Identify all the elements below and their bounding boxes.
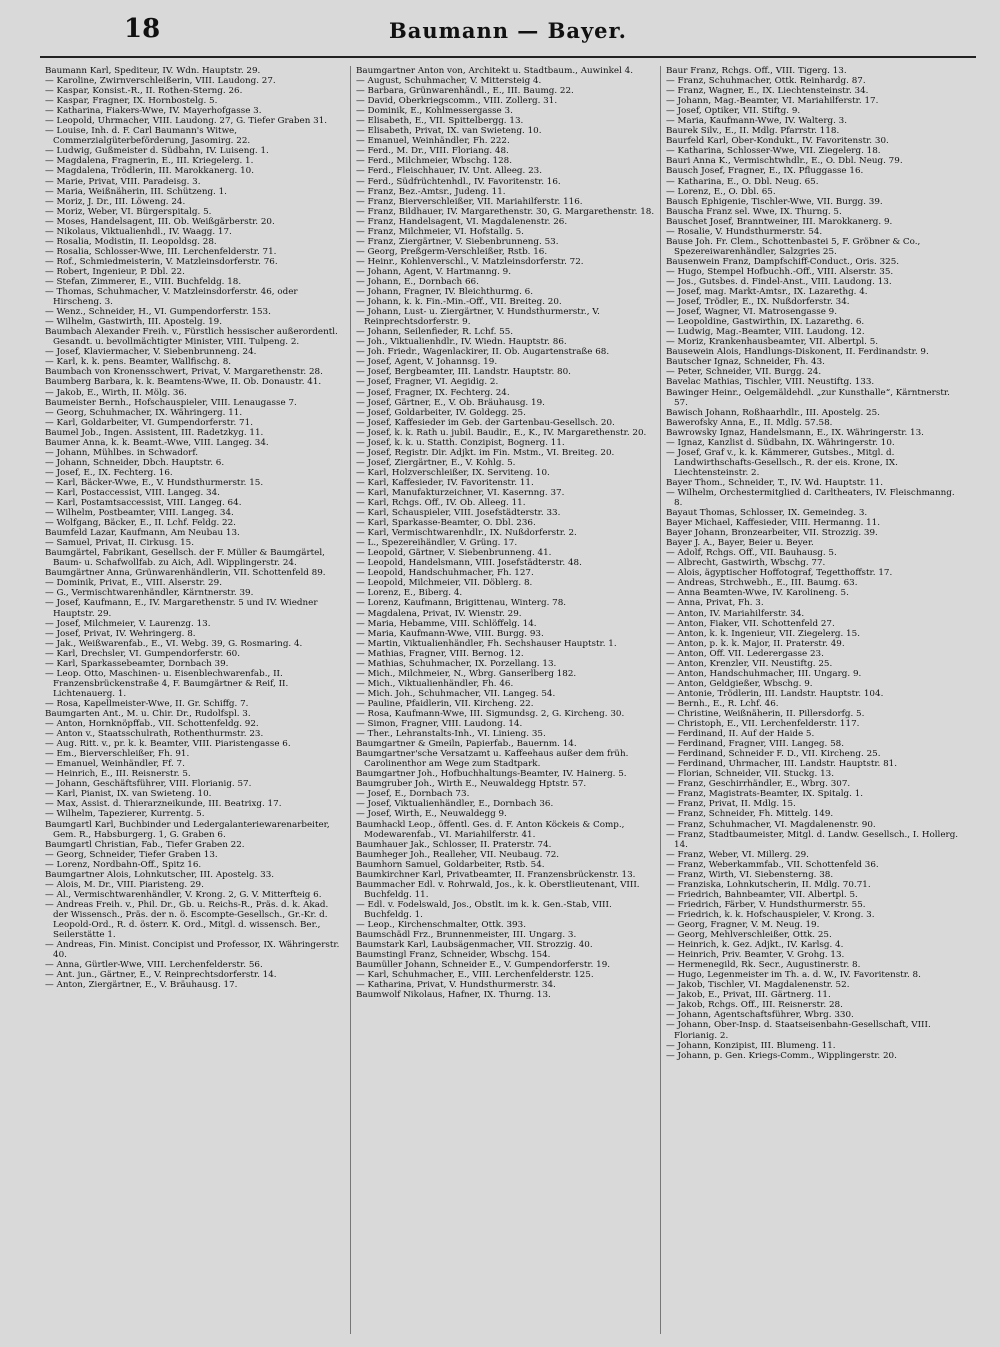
directory-entry: — Karl, Holzverschleißer, IX. Serviteng. 10. bbox=[356, 467, 550, 478]
directory-entry: Baumhackl Leop., öffentl. Ges. d. F. Anton Köckeis & Comp., Modewarenfab., VI. Mariahilferstr. 41. bbox=[356, 819, 625, 840]
directory-entry: — Josef, Graf v., k. k. Kämmerer, Gutsbes., Mitgl. d. Landwirthschafts-Gesellsch., R. der eis. Krone, IX. Liechtensteinstr. 2. bbox=[666, 447, 898, 478]
directory-entry: — Josef, Registr. Dir. Adjkt. im Fin. Mstm., VI. Breiteg. 20. bbox=[356, 447, 615, 458]
directory-entry: — Antonie, Trödlerin, III. Landstr. Hauptstr. 104. bbox=[666, 688, 884, 699]
directory-entry: — Josef, E., Dornbach 73. bbox=[356, 789, 470, 800]
directory-entry: — Friedrich, Färber, V. Hundsthurmerstr. 55. bbox=[666, 899, 866, 910]
directory-entry: — Maria, Hebamme, VIII. Schlöffelg. 14. bbox=[356, 618, 537, 629]
directory-entry: — Josef, Viktualienhändler, E., Dornbach 36. bbox=[356, 799, 554, 810]
directory-entry: — Anna, Privat, Fh. 3. bbox=[666, 598, 764, 609]
directory-entry: — Rosalia, Schlosser-Wwe, III. Lerchenfelderstr. 71. bbox=[45, 246, 277, 257]
directory-entry: — Jos., Gutsbes. d. Findel-Anst., VIII. Laudong. 13. bbox=[666, 276, 892, 287]
directory-entry: — Ther., Lehranstalts-Inh., VI. Linieng. 35. bbox=[356, 729, 546, 740]
directory-entry: Baumstark Karl, Laubsägenmacher, VII. Strozzig. 40. bbox=[356, 940, 593, 951]
directory-entry: — Karl, Goldarbeiter, VI. Gumpendorferstr. 71. bbox=[45, 417, 253, 428]
directory-entry: — Franz, Weber, VI. Millerg. 29. bbox=[666, 849, 809, 860]
directory-entry: — Heinr., Kohlenverschl., V. Matzleinsdorferstr. 72. bbox=[356, 256, 584, 267]
directory-entry: — Georg, Preßgerm-Verschleißer, Rstb. 16. bbox=[356, 246, 548, 257]
directory-entry: — Wilhelm, Orchestermitglied d. Carltheaters, IV. Fleischmanng. 8. bbox=[666, 487, 955, 509]
directory-entry: — Ferd., Milchmeier, Wbschg. 128. bbox=[356, 156, 513, 167]
directory-entry: — Johann, Schneider, Dbch. Hauptstr. 6. bbox=[45, 457, 225, 468]
directory-entry: — Joh. Friedr., Wagenlackirer, II. Ob. Augartenstraße 68. bbox=[356, 347, 610, 358]
directory-entry: Baummacher Edl. v. Rohrwald, Jos., k. k. Oberstlieutenant, VIII. Buchfeldg. 11. bbox=[356, 879, 640, 900]
directory-entry: — Franz, Weberkammfab., VII. Schottenfeld 36. bbox=[666, 859, 879, 870]
directory-entry: — Magdalena, Fragnerin, E., III. Kriegelerg. 1. bbox=[45, 156, 254, 167]
directory-entry: — Josef, Goldarbeiter, IV. Goldegg. 25. bbox=[356, 407, 526, 418]
directory-entry: — Moriz, Krankenhausbeamter, VII. Albertpl. 5. bbox=[666, 337, 879, 348]
directory-entry: — Anton, Krenzler, VII. Neustiftg. 25. bbox=[666, 658, 833, 669]
directory-entry: Baumel Job., Ingen. Assistent, III. Radetzkyg. 11. bbox=[45, 427, 264, 438]
directory-entry: — Anton v., Staatsschulrath, Rothenthurmstr. 23. bbox=[45, 729, 264, 740]
directory-entry: — Johann, E., Dornbach 66. bbox=[356, 276, 479, 287]
directory-entry: — Katharina, E., O. Dbl. Neug. 65. bbox=[666, 176, 819, 187]
directory-entry: — Johann, Agentschaftsführer, Wbrg. 330. bbox=[666, 1010, 854, 1021]
directory-entry: — Kaspar, Fragner, IX. Hornbostelg. 5. bbox=[45, 96, 218, 107]
directory-entry: — Rosalie, V. Hundsthurmerstr. 54. bbox=[666, 226, 823, 237]
directory-entry: — Jakob, Tischler, VI. Magdalenenstr. 52. bbox=[666, 980, 850, 991]
directory-entry: — Anton, k. k. Ingenieur, VII. Ziegelerg. 15. bbox=[666, 628, 860, 639]
directory-entry: — Karoline, Zwirnverschleißerin, VIII. Laudong. 27. bbox=[45, 76, 276, 87]
directory-entry: Baumgartl Karl, Buchbinder und Ledergalanteriewarenarbeiter, Gem. R., Habsburgerg. 1, G. Graben 6. bbox=[45, 819, 330, 840]
directory-entry: — Anton, Off. VII. Lederergasse 23. bbox=[666, 648, 824, 659]
directory-entry: — Karl, Kaffesieder, IV. Favoritenstr. 11. bbox=[356, 477, 534, 488]
directory-entry: — Heinrich, k. Gez. Adjkt., IV. Karlsg. 4. bbox=[666, 940, 844, 951]
directory-entry: Baurfeld Karl, Ober-Kondukt., IV. Favoritenstr. 30. bbox=[666, 136, 889, 147]
directory-entry: — Aug. Ritt. v., pr. k. k. Beamter, VIII. Piaristengasse 6. bbox=[45, 739, 291, 750]
directory-entry: Bausch Josef, Fragner, E., IX. Pfluggasse 16. bbox=[666, 166, 864, 177]
directory-entry: — Franz, Geschirrhändler, E., Wbrg. 307. bbox=[666, 779, 851, 790]
directory-entry: — Max, Assist. d. Thierarzneikunde, III. Beatrixg. 17. bbox=[45, 799, 282, 810]
directory-entry: — Franz, Stadtbaumeister, Mitgl. d. Landw. Gesellsch., I. Hollerg. 14. bbox=[666, 829, 959, 850]
directory-entry: — Josef, Gärtner, E., V. Ob. Bräuhausg. 19. bbox=[356, 397, 545, 408]
directory-entry: — Friedrich, Bahnbeamter, VII. Albertpl. 5. bbox=[666, 889, 858, 900]
directory-entry: — Barbara, Grünwarenhändl., E., III. Baumg. 22. bbox=[356, 86, 574, 97]
directory-entry: Baumfeld Lazar, Kaufmann, Am Neubau 13. bbox=[45, 528, 240, 539]
directory-entry: Bausenwein Franz, Dampfschiff-Conduct., Oris. 325. bbox=[666, 256, 900, 267]
directory-entry: — Ferdinand, Fragner, VIII. Langeg. 58. bbox=[666, 739, 844, 750]
directory-entry: — Ferdinand, II. Auf der Haide 5. bbox=[666, 729, 815, 740]
directory-entry: — Ferd., Fleischhauer, IV. Unt. Alleeg. 23. bbox=[356, 166, 543, 177]
directory-entry: Bautscher Ignaz, Schneider, Fh. 43. bbox=[666, 357, 825, 368]
directory-entry: — Robert, Ingenieur, P. Dbl. 22. bbox=[45, 266, 185, 277]
directory-entry: — Emanuel, Weinhändler, Fh. 222. bbox=[356, 136, 510, 147]
directory-entry: — Lorenz, E., Biberg. 4. bbox=[356, 588, 463, 599]
directory-entry: — Josef, Bergbeamter, III. Landstr. Hauptstr. 80. bbox=[356, 367, 571, 378]
directory-entry: — Magdalena, Trödlerin, III. Marokkanerg. 10. bbox=[45, 166, 255, 177]
directory-entry: — Samuel, Privat, II. Cirkusg. 15. bbox=[45, 538, 194, 549]
directory-entry: — Jakob, Rchgs. Off., III. Reisnerstr. 28. bbox=[666, 1000, 843, 1011]
directory-entry: Baumbach Alexander Freih. v., Fürstlich hessischer außerordentl. Gesandt. u. bevollmächtigter Minister, VIII. Tulpeng. 2. bbox=[45, 327, 338, 348]
directory-entry: Bause Joh. Fr. Clem., Schottenbastei 5, F. Gröbner & Co., Spezereiwarenhändler, Salzgries 25. bbox=[666, 236, 921, 257]
directory-entry: — Bernh., E., R. Lchf. 46. bbox=[666, 698, 779, 709]
directory-entry: — Josef, mag. Markt-Amtsr., IX. Lazarethg. 4. bbox=[666, 287, 868, 298]
directory-entry: — Peter, Schneider, VII. Burgg. 24. bbox=[666, 367, 822, 378]
directory-entry: — Franz, Privat, II. Mdlg. 15. bbox=[666, 799, 796, 810]
directory-entry: — Karl, Postaccessist, VIII. Langeg. 34. bbox=[45, 487, 220, 498]
directory-entry: — Anton, p. k. k. Major, II. Praterstr. 49. bbox=[666, 638, 845, 649]
directory-entry: Baumann Karl, Spediteur, IV. Wdn. Hauptstr. 29. bbox=[45, 66, 261, 76]
directory-entry: — Ferd., M. Dr., VIII. Floriang. 48. bbox=[356, 146, 509, 157]
directory-entry: — Heinrich, E., III. Reisnerstr. 5. bbox=[45, 769, 191, 780]
entry-columns bbox=[40, 66, 976, 1334]
directory-entry: — Karl, k. k. pens. Beamter, Wallfischg. 8. bbox=[45, 357, 232, 368]
running-head: Baumann — Bayer. bbox=[389, 18, 627, 43]
directory-entry: — Mathias, Schuhmacher, IX. Porzellang. 13. bbox=[356, 658, 557, 669]
directory-entry: — Franz, Schneider, Fh. Mittelg. 149. bbox=[666, 809, 834, 820]
directory-entry: — Johann, Seilenfieder, R. Lchf. 55. bbox=[356, 327, 514, 338]
directory-entry: — Hugo, Stempel Hofbuchh.-Off., VIII. Alserstr. 35. bbox=[666, 266, 894, 277]
directory-entry: — Elisabeth, Privat, IX. van Swieteng. 10. bbox=[356, 126, 542, 137]
directory-entry: — Nikolaus, Viktualienhdl., IV. Waagg. 17. bbox=[45, 226, 232, 237]
directory-entry: — Dominik, E., Kohlmessergasse 3. bbox=[356, 106, 513, 117]
directory-entry: — Ludwig, Mag.-Beamter, VIII. Laudong. 12. bbox=[666, 327, 865, 338]
directory-entry: — Karl, Manufakturzeichner, VI. Kasernng. 37. bbox=[356, 487, 565, 498]
directory-entry: — Hugo, Legenmeister im Th. a. d. W., IV. Favoritenstr. 8. bbox=[666, 970, 921, 981]
directory-entry: Bawerofsky Anna, E., II. Mdlg. 57.58. bbox=[666, 417, 833, 428]
directory-entry: — Katharina, Schlosser-Wwe, VII. Ziegelerg. 18. bbox=[666, 146, 881, 157]
directory-entry: — Franz, Bierverschleißer, VII. Mariahilferstr. 116. bbox=[356, 196, 583, 207]
directory-entry: — Johann, k. k. Fin.-Min.-Off., VII. Breiteg. 20. bbox=[356, 297, 562, 308]
directory-entry: — Alois, M. Dr., VIII. Piaristeng. 29. bbox=[45, 879, 204, 890]
directory-entry: Baumgartner'sche Versatzamt u. Kaffeehaus außer dem früh. Carolinenthor am Wege zum Stadtpark. bbox=[356, 749, 629, 770]
directory-entry: — Maria, Weißnäherin, III. Schützeng. 1. bbox=[45, 186, 227, 197]
column-middle bbox=[350, 66, 660, 1334]
directory-entry: — Em., Bierverschleißer, Fh. 91. bbox=[45, 749, 190, 760]
directory-entry: — Jakob, E., Privat, III. Gärtnerg. 11. bbox=[666, 990, 831, 1001]
directory-entry: — Johann, Lust- u. Ziergärtner, V. Hundsthurmerstr., V. Reinprechtsdorferstr. 9. bbox=[356, 307, 600, 328]
directory-entry: Baumschädl Frz., Brunnenmeister, III. Ungarg. 3. bbox=[356, 930, 577, 941]
directory-entry: — Josef, Wagner, VI. Matrosengasse 9. bbox=[666, 307, 838, 318]
directory-entry: — Josef, Trödler, E., IX. Nußdorferstr. 34. bbox=[666, 297, 850, 308]
directory-entry: Baumgartner & Gmeiln, Papierfab., Bauernm. 14. bbox=[356, 739, 577, 750]
directory-entry: — Rof., Schmiedmeisterin, V. Matzleinsdorferstr. 76. bbox=[45, 256, 278, 267]
directory-entry: — Franz, Handelsagent, VI. Magdalenenstr. 26. bbox=[356, 216, 568, 227]
directory-entry: — August, Schuhmacher, V. Mittersteig 4. bbox=[356, 76, 542, 87]
directory-entry: — Josef, Milchmeier, V. Laurenzg. 13. bbox=[45, 618, 211, 629]
directory-entry: — Johann, Ober-Insp. d. Staatseisenbahn-Gesellschaft, VIII. Florianig. 2. bbox=[666, 1020, 931, 1041]
directory-entry: — Karl, Vermischtwarenhdlr., IX. Nußdorferstr. 2. bbox=[356, 528, 577, 539]
directory-entry: — Leopold, Handelsmann, VIII. Josefstädterstr. 48. bbox=[356, 558, 582, 569]
directory-entry: — Leopoldine, Gastwirthin, IX. Lazarethg. 6. bbox=[666, 317, 865, 328]
directory-entry: — Ferdinand, Schneider F. D., VII. Kircheng. 25. bbox=[666, 749, 881, 760]
directory-entry: — Rosa, Kaufmann-Wwe, III. Sigmundsg. 2, G. Kircheng. 30. bbox=[356, 709, 625, 719]
page-header bbox=[40, 12, 976, 58]
directory-entry: Baumgartner Joh., Hofbuchhaltungs-Beamter, IV. Hainerg. 5. bbox=[356, 769, 627, 780]
directory-entry: — Wilhelm, Tapezierer, Kurrentg. 5. bbox=[45, 809, 205, 820]
directory-entry: — Mich., Milchmeier, N., Wbrg. Ganserlberg 182. bbox=[356, 668, 577, 679]
directory-entry: — Ferd., Südfrüchtenhdl., IV. Favoritenstr. 16. bbox=[356, 176, 561, 187]
directory-entry: — Franz, Schuhmacher, Ottk. Reinhardg. 87. bbox=[666, 76, 866, 87]
directory-entry: — Anton, Fiaker, VII. Schottenfeld 27. bbox=[666, 618, 835, 629]
directory-entry: Bawinger Heinr., Oelgemäldehdl. „zur Kunsthalle“, Kärntnerstr. 57. bbox=[666, 387, 950, 408]
directory-entry: — Karl, Drechsler, VI. Gumpendorferstr. 60. bbox=[45, 648, 241, 659]
directory-entry: Baumkirchner Karl, Privatbeamter, II. Franzensbrückenstr. 13. bbox=[356, 869, 636, 880]
directory-entry: Baumhorn Samuel, Goldarbeiter, Rstb. 54. bbox=[356, 859, 545, 870]
directory-entry: — Franziska, Lohnkutscherin, II. Mdlg. 70.71. bbox=[666, 879, 871, 890]
directory-entry: — Leop. Otto, Maschinen- u. Eisenblechwarenfab., II. Franzensbrückenstraße 4, F. Baumgärtner & Reif, II. Lichtenauerg. 1. bbox=[45, 668, 289, 699]
directory-entry: Bausewein Alois, Handlungs-Diskonent, II. Ferdinandstr. 9. bbox=[666, 347, 929, 358]
directory-entry: Bauri Anna K., Vermischtwhdlr., E., O. Dbl. Neug. 79. bbox=[666, 156, 903, 167]
directory-entry: — Maria, Kaufmann-Wwe, IV. Walterg. 3. bbox=[666, 116, 848, 127]
directory-entry: Baumgartner Anton von, Architekt u. Stadtbaum., Auwinkel 4. bbox=[356, 66, 633, 76]
directory-entry: — Elisabeth, E., VII. Spittelbergg. 13. bbox=[356, 116, 524, 127]
directory-entry: — Josef, k. k. Rath u. jubil. Baudir., E., K., IV. Margarethenstr. 20. bbox=[356, 427, 647, 438]
directory-entry: Baur Franz, Rchgs. Off., VIII. Tigerg. 13. bbox=[666, 66, 847, 76]
directory-entry: — Anton, Geldgießer, Wbschg. 9. bbox=[666, 678, 813, 689]
directory-entry: — Wilhelm, Postbeamter, VIII. Langeg. 34. bbox=[45, 508, 234, 519]
directory-entry: — Karl, Sparkassebeamter, Dornbach 39. bbox=[45, 658, 229, 669]
directory-entry: — Franz, Magistrats-Beamter, IX. Spitalg. 1. bbox=[666, 789, 864, 800]
directory-entry: — Franz, Milchmeier, VI. Hofstallg. 5. bbox=[356, 226, 524, 237]
directory-entry: — Heinrich, Priv. Beamter, V. Grohg. 13. bbox=[666, 950, 845, 961]
directory-entry: — Georg, Schneider, Tiefer Graben 13. bbox=[45, 849, 218, 860]
directory-entry: — Karl, Pianist, IX. van Swieteng. 10. bbox=[45, 789, 212, 800]
directory-entry: — Leopold, Milchmeier, VII. Döblerg. 8. bbox=[356, 578, 533, 589]
directory-entry: Bausch Ephigenie, Tischler-Wwe, VII. Burgg. 39. bbox=[666, 196, 883, 207]
directory-entry: — Andreas, Strchwebh., E., III. Baumg. 63. bbox=[666, 578, 858, 589]
directory-entry: — Wilhelm, Gastwirth, III. Apostelg. 19. bbox=[45, 317, 223, 328]
directory-entry: Bayer Thom., Schneider, T., IV. Wd. Hauptstr. 11. bbox=[666, 477, 883, 488]
directory-entry: — Johann, Mühlbes. in Schwadorf. bbox=[45, 447, 199, 458]
directory-entry: — Josef, Optiker, VII. Stiftg. 9. bbox=[666, 106, 801, 117]
directory-entry: — Anton, Handschuhmacher, III. Ungarg. 9. bbox=[666, 668, 862, 679]
directory-entry: — Anna, Gürtler-Wwe, VIII. Lerchenfelderstr. 56. bbox=[45, 960, 263, 971]
directory-entry: Bayaut Thomas, Schlosser, IX. Gemeindeg. 3. bbox=[666, 508, 868, 519]
directory-entry: — Karl, Schauspieler, VIII. Josefstädterstr. 33. bbox=[356, 508, 561, 519]
directory-entry: — Rosa, Kapellmeister-Wwe, II. Gr. Schiffg. 7. bbox=[45, 698, 249, 709]
directory-entry: — Katharina, Privat, V. Hundsthurmerstr. 34. bbox=[356, 980, 556, 991]
directory-entry: Baumgruber Joh., Wirth E., Neuwaldegg Hptstr. 57. bbox=[356, 779, 587, 790]
directory-entry: Baumwolf Nikolaus, Hafner, IX. Thurng. 13. bbox=[356, 990, 551, 1001]
directory-entry: — Mich. Joh., Schuhmacher, VII. Langeg. 54. bbox=[356, 688, 556, 699]
directory-entry: — Josef, Privat, IV. Wehringerg. 8. bbox=[45, 628, 196, 639]
directory-entry: Baumheger Joh., Realleher, VII. Neubaug. 72. bbox=[356, 849, 560, 860]
directory-entry: Baumstingl Franz, Schneider, Wbschg. 154. bbox=[356, 950, 551, 961]
directory-entry: — Mathias, Fragner, VIII. Bernog. 12. bbox=[356, 648, 524, 659]
directory-entry: — Christine, Weißnäherin, II. Pillersdorfg. 5. bbox=[666, 709, 865, 719]
directory-entry: — Leop., Kirchenschmalter, Ottk. 393. bbox=[356, 919, 526, 930]
directory-entry: — Leopold, Uhrmacher, VIII. Laudong. 27, G. Tiefer Graben 31. bbox=[45, 116, 328, 127]
directory-entry: Baumberg Barbara, k. k. Beamtens-Wwe, II. Ob. Donaustr. 41. bbox=[45, 377, 322, 388]
directory-entry: — Jak., Weißwarenfab., E., VI. Webg. 39, G. Rosmaring. 4. bbox=[45, 638, 303, 649]
directory-entry: — Friedrich, k. k. Hofschauspieler, V. Krong. 3. bbox=[666, 909, 875, 920]
directory-entry: — Moriz, J. Dr., III. Löweng. 24. bbox=[45, 196, 186, 207]
directory-entry: — Anna Beamten-Wwe, IV. Karolineng. 5. bbox=[666, 588, 849, 599]
directory-entry: — Josef, Kaffesieder im Geb. der Gartenbau-Gesellsch. 20. bbox=[356, 417, 615, 428]
directory-entry: — Andreas, Fin. Minist. Concipist und Professor, IX. Währingerstr. 40. bbox=[45, 940, 340, 961]
directory-entry: — Anton, Hornknöpffab., VII. Schottenfeldg. 92. bbox=[45, 719, 259, 730]
directory-entry: — Karl, Schuhmacher, E., VIII. Lerchenfelderstr. 125. bbox=[356, 970, 594, 981]
directory-entry: — Martin, Viktualienhändler, Fh. Sechshauser Hauptstr. 1. bbox=[356, 638, 617, 649]
directory-entry: — Albrecht, Gastwirth, Wbschg. 77. bbox=[666, 558, 826, 569]
directory-entry: — Dominik, Privat, E., VIII. Alserstr. 29. bbox=[45, 578, 222, 589]
directory-entry: — Andreas Freih. v., Phil. Dr., Gb. u. Reichs-R., Präs. d. k. Akad. der Wissensch., Präs. der n. ö. Escompte-Gesellsch., Gr.-Kr. d. Leopold-Ord., R. d. österr. K. Ord., Mitgl. d. wissensch. Ber., Seilerstätte 1. bbox=[45, 899, 329, 941]
directory-entry: Baumgarten Ant., M. u. Chir. Dr., Rudolfspl. 3. bbox=[45, 709, 251, 719]
directory-entry: — Moriz, Weber, VI. Bürgerspitalg. 5. bbox=[45, 206, 212, 217]
directory-entry: — Franz, Schuhmacher, VI. Magdalenenstr. 90. bbox=[666, 819, 876, 830]
directory-entry: — Pauline, Pfaidlerin, VII. Kircheng. 22. bbox=[356, 698, 534, 709]
directory-entry: Baumüller Johann, Schneider E., V. Gumpendorferstr. 19. bbox=[356, 960, 611, 971]
page-number: 18 bbox=[124, 14, 161, 44]
directory-entry: — G., Vermischtwarenhändler, Kärntnerstr. 39. bbox=[45, 588, 254, 599]
directory-entry: — Magdalena, Privat, IV. Wienstr. 29. bbox=[356, 608, 522, 619]
directory-entry: Bayer Johann, Bronzearbeiter, VII. Strozzig. 39. bbox=[666, 528, 878, 539]
directory-entry: — Franz, Bez.-Amtsr., Judeng. 11. bbox=[356, 186, 506, 197]
directory-entry: — Johann, Agent, V. Hartmanng. 9. bbox=[356, 266, 512, 277]
directory-entry: — Josef, E., IX. Fechterg. 16. bbox=[45, 467, 173, 478]
directory-entry: Bauscha Franz sel. Wwe, IX. Thurng. 5. bbox=[666, 206, 842, 217]
directory-entry: — Simon, Fragner, VIII. Laudong. 14. bbox=[356, 719, 523, 730]
directory-entry: — Leopold, Gärtner, V. Siebenbrunneng. 41. bbox=[356, 548, 552, 559]
directory-entry: Baumgartner Alois, Lohnkutscher, III. Apostelg. 33. bbox=[45, 869, 275, 880]
directory-entry: — Josef, Fragner, IX. Fechterg. 24. bbox=[356, 387, 510, 398]
directory-entry: — Hermenegild, Rk. Secr., Augustinerstr. 8. bbox=[666, 960, 861, 971]
directory-entry: — Wolfgang, Bäcker, E., II. Lchf. Feldg. 22. bbox=[45, 518, 236, 529]
directory-entry: — Johann, Fragner, IV. Bleichthurmg. 6. bbox=[356, 287, 533, 298]
directory-entry: — Karl, Sparkasse-Beamter, O. Dbl. 236. bbox=[356, 518, 536, 529]
directory-entry: — Franz, Wirth, VI. Siebensterng. 38. bbox=[666, 869, 834, 880]
directory-entry: — Anton, Ziergärtner, E., V. Bräuhausg. 17. bbox=[45, 980, 238, 991]
directory-entry: Bawrowsky Ignaz, Handelsmann, E., IX. Währingerstr. 13. bbox=[666, 427, 924, 438]
directory-entry: — Ferdinand, Uhrmacher, III. Landstr. Hauptstr. 81. bbox=[666, 759, 898, 770]
directory-entry: — Katharina, Fiakers-Wwe, IV. Mayerhofgasse 3. bbox=[45, 106, 262, 117]
directory-entry: — Karl, Postamtsaccessist, VIII. Langeg. 64. bbox=[45, 498, 242, 509]
directory-entry: — Johann, Geschäftsführer, VIII. Florianig. 57. bbox=[45, 779, 252, 790]
directory-entry: — Franz, Bildhauer, IV. Margarethenstr. 30, G. Margarethenstr. 18. bbox=[356, 206, 655, 217]
directory-entry: — Karl, Bäcker-Wwe, E., V. Hundsthurmerstr. 15. bbox=[45, 477, 264, 488]
directory-entry: — Ignaz, Kanzlist d. Südbahn, IX. Währingerstr. 10. bbox=[666, 437, 895, 448]
directory-entry: — Louise, Inh. d. F. Carl Baumann's Witwe, Commerzialgüterbeförderung, Jasomirg. 22. bbox=[45, 126, 251, 147]
directory-entry: — Georg, Schuhmacher, IX. Währingerg. 11. bbox=[45, 407, 243, 418]
directory-entry: — Adolf, Rchgs. Off., VII. Bauhausg. 5. bbox=[666, 548, 837, 559]
directory-entry: — L., Spezereihändler, V. Grüng. 17. bbox=[356, 538, 518, 549]
directory-entry: — Marie, Privat, VIII. Paradeisg. 3. bbox=[45, 176, 201, 187]
directory-entry: — David, Oberkriegscomm., VIII. Zollerg. 31. bbox=[356, 96, 558, 107]
directory-entry: — Alois, ägyptischer Hoffotograf, Tegetthoffstr. 17. bbox=[666, 568, 893, 579]
directory-entry: — Josef, Ziergärtner, E., V. Kohlg. 5. bbox=[356, 457, 516, 468]
directory-entry: — Josef, Fragner, VI. Aegidig. 2. bbox=[356, 377, 499, 388]
directory-entry: — Georg, Fragner, V. M. Neug. 19. bbox=[666, 919, 820, 930]
column-right bbox=[660, 66, 970, 1334]
directory-entry: — Lorenz, Kaufmann, Brigittenau, Winterg. 78. bbox=[356, 598, 567, 609]
directory-entry: — Karl, Rchgs. Off., IV. Ob. Alleeg. 11. bbox=[356, 498, 526, 509]
directory-entry: Baumbach von Kronensschwert, Privat, V. Margarethenstr. 28. bbox=[45, 367, 323, 378]
directory-entry: — Leopold, Handschuhmacher, Fh. 127. bbox=[356, 568, 534, 579]
directory-entry: Bavelac Mathias, Tischler, VIII. Neustiftg. 133. bbox=[666, 377, 875, 388]
directory-entry: — Lorenz, Nordbahn-Off., Spitz 16. bbox=[45, 859, 202, 870]
directory-entry: — Josef, Kaufmann, E., IV. Margarethenstr. 5 und IV. Wiedner Hauptstr. 29. bbox=[45, 598, 318, 619]
directory-entry: — Emanuel, Weinhändler, Ff. 7. bbox=[45, 759, 185, 770]
directory-entry: — Josef, Wirth, E., Neuwaldegg 9. bbox=[356, 809, 507, 820]
directory-entry: Bayer J. A., Bayer, Beier u. Beyer. bbox=[666, 538, 814, 549]
directory-entry: Baumhauer Jak., Schlosser, II. Praterstr. 74. bbox=[356, 839, 552, 850]
directory-entry: — Lorenz, E., O. Dbl. 65. bbox=[666, 186, 776, 197]
directory-entry: — Johann, Mag.-Beamter, VI. Mariahilferstr. 17. bbox=[666, 96, 879, 107]
directory-entry: — Joh., Viktualienhdlr., IV. Wiedn. Hauptstr. 86. bbox=[356, 337, 567, 348]
directory-entry: Bayer Michael, Kaffesieder, VIII. Hermanng. 11. bbox=[666, 518, 881, 529]
directory-entry: — Christoph, E., VII. Lerchenfelderstr. 117. bbox=[666, 719, 860, 730]
directory-entry: — Josef, Klaviermacher, V. Siebenbrunneng. 24. bbox=[45, 347, 257, 358]
directory-entry: Bauschet Josef, Branntweiner, III. Marokkanerg. 9. bbox=[666, 216, 893, 227]
directory-entry: — Rosalia, Modistin, II. Leopoldsg. 28. bbox=[45, 236, 217, 247]
directory-entry: — Kaspar, Konsist.-R., II. Rothen-Sterng. 26. bbox=[45, 86, 243, 97]
directory-entry: — Johann, p. Gen. Kriegs-Comm., Wipplingerstr. 20. bbox=[666, 1050, 897, 1061]
directory-entry: — Franz, Ziergärtner, V. Siebenbrunneng. 53. bbox=[356, 236, 559, 247]
column-left bbox=[40, 66, 350, 1334]
directory-entry: Bawisch Johann, Roßhaarhdlr., III. Apostelg. 25. bbox=[666, 407, 880, 418]
directory-entry: — Maria, Kaufmann-Wwe, VIII. Burgg. 93. bbox=[356, 628, 544, 639]
directory-entry: — Georg, Mehlverschleißer, Ottk. 25. bbox=[666, 930, 832, 941]
directory-entry: Baumgärtel, Fabrikant, Gesellsch. der F. Müller & Baumgärtel, Baum- u. Schafwollfab. zu Aich, Adl. Wipplingerstr. 24. bbox=[45, 548, 325, 569]
directory-entry: — Moses, Handelsagent, III. Ob. Weißgärberstr. 20. bbox=[45, 216, 275, 227]
directory-entry: — Thomas, Schuhmacher, V. Matzleinsdorferstr. 46, oder Hirscheng. 3. bbox=[45, 287, 298, 308]
directory-entry: Baumer Anna, k. k. Beamt.-Wwe, VIII. Langeg. 34. bbox=[45, 437, 269, 448]
directory-entry: — Ludwig, Gußmeister d. Südbahn, IV. Luiseng. 1. bbox=[45, 146, 269, 157]
directory-entry: — Al., Vermischtwarenhändler, V. Krong. 2, G. V. Mitterfteig 6. bbox=[45, 889, 322, 900]
directory-entry: Baumgärtner Anna, Grünwarenhändlerin, VII. Schottenfeld 89. bbox=[45, 568, 326, 579]
directory-entry: — Anton, IV. Mariahilferstr. 34. bbox=[666, 608, 805, 619]
directory-entry: — Stefan, Zimmerer, E., VIII. Buchfeldg. 18. bbox=[45, 276, 242, 287]
directory-entry: — Josef, k. k. u. Statth. Conzipist, Bognerg. 11. bbox=[356, 437, 565, 448]
directory-entry: Baurek Silv., E., II. Mdlg. Pfarrstr. 118. bbox=[666, 126, 840, 137]
directory-entry: Baumgartl Christian, Fab., Tiefer Graben 22. bbox=[45, 839, 245, 850]
directory-entry: — Wenz., Schneider, H., VI. Gumpendorferstr. 153. bbox=[45, 307, 271, 318]
directory-entry: — Ant. jun., Gärtner, E., V. Reinprechtsdorferstr. 14. bbox=[45, 970, 277, 981]
directory-entry: — Johann, Konzipist, III. Blumeng. 11. bbox=[666, 1040, 836, 1051]
directory-entry: — Franz, Wagner, E., IX. Liechtensteinstr. 34. bbox=[666, 86, 869, 97]
directory-entry: — Mich., Viktualienhändler, Fh. 46. bbox=[356, 678, 514, 689]
directory-entry: — Edl. v. Fodelswald, Jos., Obstlt. im k. k. Gen.-Stab, VIII. Buchfeldg. 1. bbox=[356, 899, 612, 920]
directory-entry: — Florian, Schneider, VII. Stuckg. 13. bbox=[666, 769, 834, 780]
directory-entry: — Jakob, E., Wirth, II. Mölg. 36. bbox=[45, 387, 187, 398]
directory-entry: — Josef, Agent, V. Johannsg. 19. bbox=[356, 357, 498, 368]
directory-entry: Baumeister Bernh., Hofschauspieler, VIII. Lenaugasse 7. bbox=[45, 397, 297, 408]
